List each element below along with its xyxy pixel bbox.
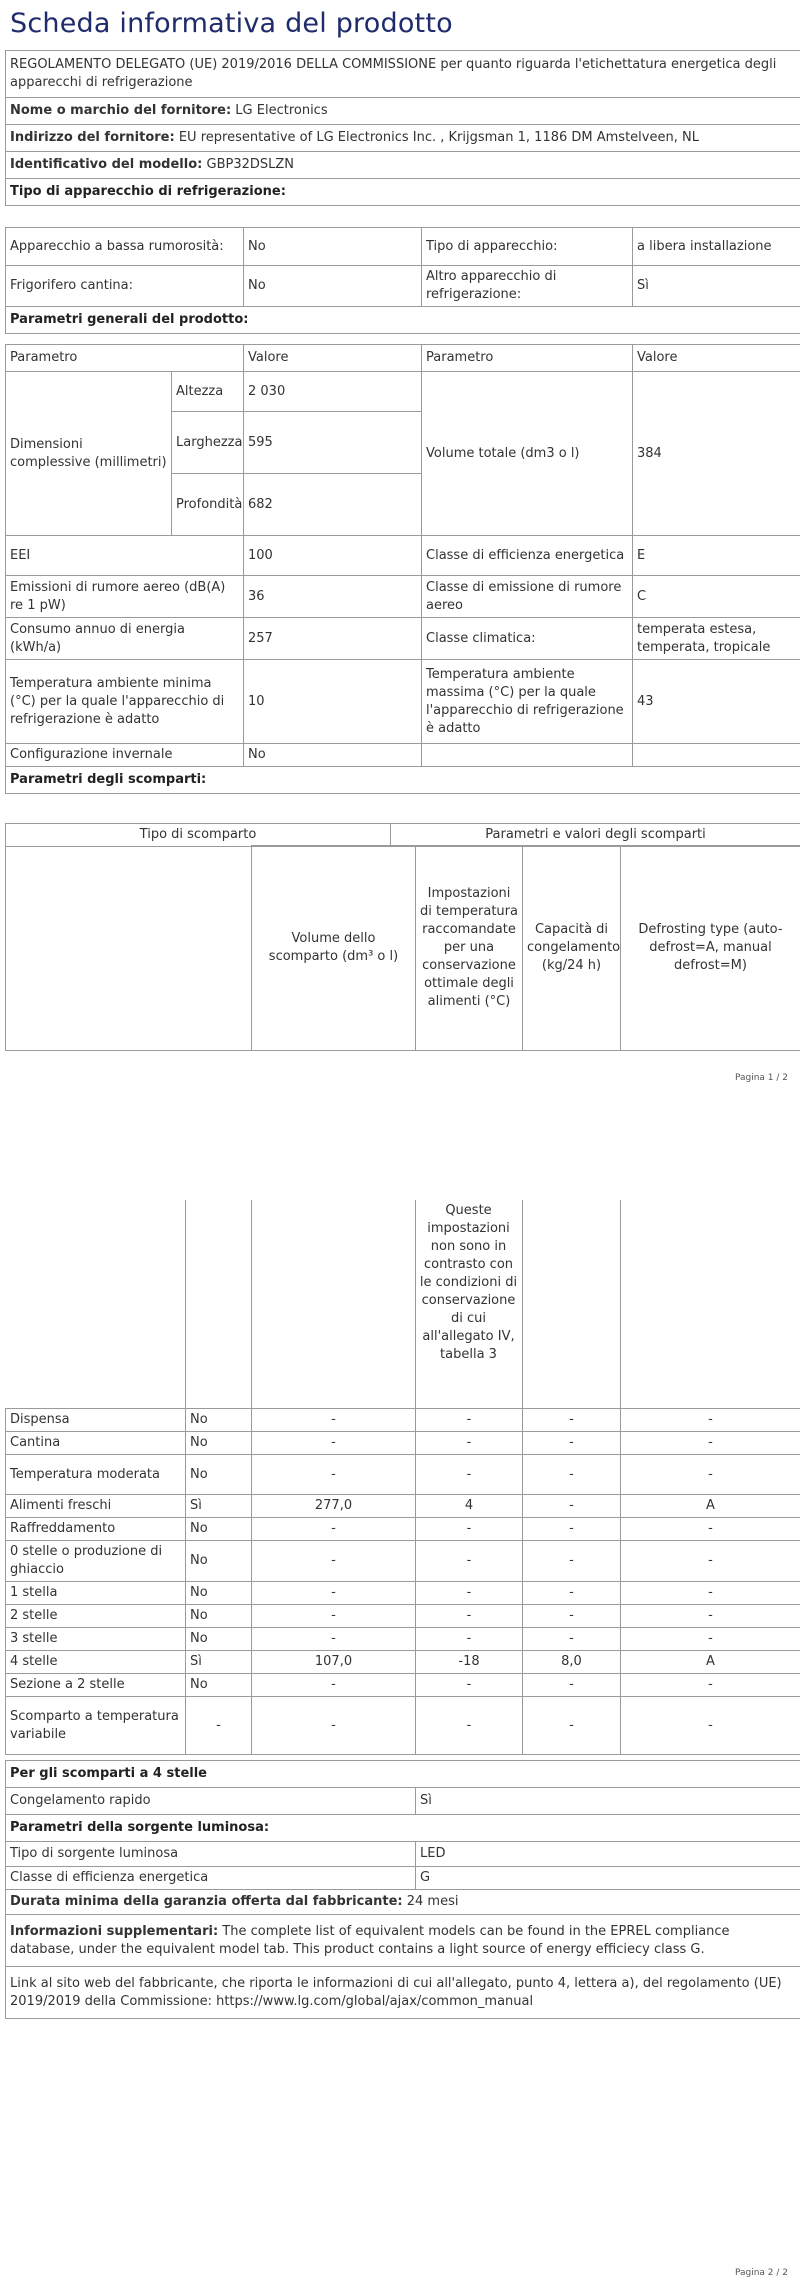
table-row bbox=[6, 1432, 800, 1455]
type-cell-empty bbox=[6, 846, 252, 1051]
table-row bbox=[6, 1409, 800, 1432]
table-row bbox=[6, 1605, 800, 1628]
compartment-freeze: - bbox=[523, 1582, 621, 1605]
compartment-name: Cantina bbox=[6, 1432, 186, 1455]
compartment-defrost: - bbox=[621, 1605, 800, 1628]
winter-value: No bbox=[244, 744, 422, 767]
compartment-temp: - bbox=[416, 1628, 523, 1651]
col-freeze: Capacità di congelamento (kg/24 h) bbox=[523, 846, 621, 1051]
noise-class-label: Classe di emissione di rumore aereo bbox=[422, 576, 633, 618]
params-heading: Parametri e valori degli scomparti bbox=[391, 824, 800, 847]
compartment-freeze: - bbox=[523, 1628, 621, 1651]
compartment-volume: - bbox=[252, 1605, 416, 1628]
noise-label: Emissioni di rumore aereo (dB(A) re 1 pW) bbox=[6, 576, 244, 618]
compartment-temp: - bbox=[416, 1674, 523, 1697]
model-row bbox=[6, 152, 800, 179]
min-temp-label: Temperatura ambiente minima (°C) per la quale l'apparecchio di refrigerazione è adatto bbox=[6, 660, 244, 744]
page-number-2: Pagina 2 / 2 bbox=[734, 2268, 788, 2278]
other-value: Sì bbox=[633, 266, 800, 307]
compartment-present: No bbox=[186, 1628, 252, 1651]
compartment-present: No bbox=[186, 1541, 252, 1582]
col-value-2: Valore bbox=[633, 345, 800, 372]
max-temp-label: Temperatura ambiente massima (°C) per la quale l'apparecchio di refrigerazione è adatto bbox=[422, 660, 633, 744]
four-star-heading: Per gli scomparti a 4 stelle bbox=[6, 1761, 800, 1788]
compartment-defrost: - bbox=[621, 1455, 800, 1495]
eei-value: 100 bbox=[244, 536, 422, 576]
compartment-present: No bbox=[186, 1409, 252, 1432]
general-heading: Parametri generali del prodotto: bbox=[6, 307, 800, 334]
compartment-defrost: A bbox=[621, 1495, 800, 1518]
note-empty-3 bbox=[251, 1200, 415, 1408]
compartment-present: - bbox=[186, 1697, 252, 1755]
compartment-present: Sì bbox=[186, 1495, 252, 1518]
col-value: Valore bbox=[244, 345, 422, 372]
type-label: Tipo di apparecchio: bbox=[422, 228, 633, 266]
max-temp-value: 43 bbox=[633, 660, 800, 744]
compartment-temp: - bbox=[416, 1432, 523, 1455]
compartment-name: Scomparto a temperatura variabile bbox=[6, 1697, 186, 1755]
col-param: Parametro bbox=[6, 345, 244, 372]
compartment-temp: - bbox=[416, 1605, 523, 1628]
compartment-temp: 4 bbox=[416, 1495, 523, 1518]
compartment-volume: - bbox=[252, 1518, 416, 1541]
table-row bbox=[6, 1697, 800, 1755]
compartment-temp: - bbox=[416, 1697, 523, 1755]
compartment-freeze: 8,0 bbox=[523, 1651, 621, 1674]
model-label: Identificativo del modello: bbox=[10, 157, 203, 172]
fast-freeze-label: Congelamento rapido bbox=[6, 1788, 416, 1815]
winter-label: Configurazione invernale bbox=[6, 744, 244, 767]
compartment-name: 1 stella bbox=[6, 1582, 186, 1605]
warranty-row bbox=[6, 1890, 800, 1915]
eff-class-value: E bbox=[633, 536, 800, 576]
compartment-volume: - bbox=[252, 1582, 416, 1605]
compartment-freeze: - bbox=[523, 1409, 621, 1432]
wine-value: No bbox=[244, 266, 422, 307]
compartment-present: No bbox=[186, 1518, 252, 1541]
energy-value: 257 bbox=[244, 618, 422, 660]
col-temp-note: Queste impostazioni non sono in contrasto con le condizioni di conservazione di cui all'allegato IV, tabella 3 bbox=[415, 1200, 522, 1408]
compartment-present: No bbox=[186, 1674, 252, 1697]
appliance-type-heading: Tipo di apparecchio di refrigerazione: bbox=[6, 179, 800, 206]
additional-row bbox=[6, 1915, 800, 1967]
regulation-text: REGOLAMENTO DELEGATO (UE) 2019/2016 DELLA COMMISSIONE per quanto riguarda l'etichettatura energetica degli apparecchi di refrigerazione bbox=[6, 51, 800, 98]
type-value: a libera installazione bbox=[633, 228, 800, 266]
note-empty-5 bbox=[620, 1200, 800, 1408]
compartment-temp: - bbox=[416, 1541, 523, 1582]
table-row bbox=[6, 1518, 800, 1541]
compartment-temp: - bbox=[416, 1409, 523, 1432]
compartment-name: Raffreddamento bbox=[6, 1518, 186, 1541]
compartment-defrost: A bbox=[621, 1651, 800, 1674]
table-row bbox=[6, 1541, 800, 1582]
wine-label: Frigorifero cantina: bbox=[6, 266, 244, 307]
compartment-freeze: - bbox=[523, 1518, 621, 1541]
compartment-temp: - bbox=[416, 1455, 523, 1495]
warranty-label: Durata minima della garanzia offerta dal fabbricante: bbox=[10, 1894, 403, 1909]
compartment-name: Alimenti freschi bbox=[6, 1495, 186, 1518]
compartments-header-table bbox=[5, 823, 800, 847]
compartments-heading: Parametri degli scomparti: bbox=[6, 767, 800, 794]
compartment-defrost: - bbox=[621, 1541, 800, 1582]
additional-text: The complete list of equivalent models can be found in the EPREL compliance database, under the equivalent model tab. This product contains a light source of energy efficiecy class G. bbox=[10, 1923, 730, 1957]
appliance-type-table bbox=[5, 227, 800, 334]
supplier-name-value: LG Electronics bbox=[235, 103, 328, 118]
note-empty-1 bbox=[5, 1200, 185, 1408]
note-empty-4 bbox=[522, 1200, 620, 1408]
noise-value: 36 bbox=[244, 576, 422, 618]
compartment-volume: - bbox=[252, 1541, 416, 1582]
compartment-temp: - bbox=[416, 1582, 523, 1605]
supplier-name-label: Nome o marchio del fornitore: bbox=[10, 103, 232, 118]
compartment-volume: - bbox=[252, 1697, 416, 1755]
compartment-name: 2 stelle bbox=[6, 1605, 186, 1628]
height-value: 2 030 bbox=[244, 372, 422, 412]
compartment-present: No bbox=[186, 1455, 252, 1495]
volume-value: 384 bbox=[633, 372, 800, 536]
compartment-present: No bbox=[186, 1582, 252, 1605]
winter-empty bbox=[422, 744, 633, 767]
eei-label: EEI bbox=[6, 536, 244, 576]
climate-value: temperata estesa, temperata, tropicale bbox=[633, 618, 800, 660]
compartment-name: 3 stelle bbox=[6, 1628, 186, 1651]
note-empty-2 bbox=[185, 1200, 251, 1408]
supplier-table bbox=[5, 50, 800, 206]
compartment-defrost: - bbox=[621, 1582, 800, 1605]
compartment-name: Temperatura moderata bbox=[6, 1455, 186, 1495]
footer-table bbox=[5, 1760, 800, 2019]
compartment-defrost: - bbox=[621, 1697, 800, 1755]
col-defrost: Defrosting type (auto-defrost=A, manual defrost=M) bbox=[621, 846, 800, 1051]
min-temp-value: 10 bbox=[244, 660, 422, 744]
compartment-volume: 277,0 bbox=[252, 1495, 416, 1518]
table-row bbox=[6, 1628, 800, 1651]
col-type: Tipo di scomparto bbox=[6, 824, 391, 847]
fast-freeze-value: Sì bbox=[416, 1788, 800, 1815]
eff-class-label: Classe di efficienza energetica bbox=[422, 536, 633, 576]
compartment-freeze: - bbox=[523, 1541, 621, 1582]
compartment-volume: - bbox=[252, 1409, 416, 1432]
light-type-value: LED bbox=[416, 1842, 800, 1867]
width-value: 595 bbox=[244, 412, 422, 474]
compartment-freeze: - bbox=[523, 1432, 621, 1455]
compartment-present: No bbox=[186, 1432, 252, 1455]
table-row bbox=[6, 1674, 800, 1697]
low-noise-label: Apparecchio a bassa rumorosità: bbox=[6, 228, 244, 266]
compartment-present: No bbox=[186, 1605, 252, 1628]
volume-label: Volume totale (dm3 o l) bbox=[422, 372, 633, 536]
compartment-freeze: - bbox=[523, 1495, 621, 1518]
compartments-header-table-2 bbox=[5, 845, 800, 1051]
warranty-value: 24 mesi bbox=[406, 1894, 459, 1909]
light-class-label: Classe di efficienza energetica bbox=[6, 1867, 416, 1890]
depth-value: 682 bbox=[244, 474, 422, 536]
compartment-defrost: - bbox=[621, 1674, 800, 1697]
link-row: Link al sito web del fabbricante, che riporta le informazioni di cui all'allegato, punto 4, lettera a), del regolamento (UE) 2019/2019 della Commissione: https://www.lg.com/global/ajax/common_manual bbox=[6, 1967, 800, 2019]
noise-class-value: C bbox=[633, 576, 800, 618]
other-label: Altro apparecchio di refrigerazione: bbox=[422, 266, 633, 307]
page-number-1: Pagina 1 / 2 bbox=[734, 1073, 788, 1083]
dimensions-label: Dimensioni complessive (millimetri) bbox=[6, 372, 172, 536]
supplier-address-label: Indirizzo del fornitore: bbox=[10, 130, 175, 145]
page-title: Scheda informativa del prodotto bbox=[10, 8, 453, 39]
col-temp: Impostazioni di temperatura raccomandate per una conservazione ottimale degli alimenti (°C) bbox=[416, 846, 523, 1051]
compartment-defrost: - bbox=[621, 1409, 800, 1432]
compartment-present: Sì bbox=[186, 1651, 252, 1674]
width-label: Larghezza bbox=[172, 412, 244, 474]
additional-label: Informazioni supplementari: bbox=[10, 1923, 219, 1939]
light-type-label: Tipo di sorgente luminosa bbox=[6, 1842, 416, 1867]
compartment-volume: - bbox=[252, 1432, 416, 1455]
compartments-note-table bbox=[5, 1200, 800, 1409]
compartment-name: Sezione a 2 stelle bbox=[6, 1674, 186, 1697]
supplier-name-row bbox=[6, 98, 800, 125]
climate-label: Classe climatica: bbox=[422, 618, 633, 660]
table-row bbox=[6, 1582, 800, 1605]
model-value: GBP32DSLZN bbox=[206, 157, 295, 172]
table-row bbox=[6, 1495, 800, 1518]
compartment-freeze: - bbox=[523, 1697, 621, 1755]
col-volume: Volume dello scomparto (dm³ o l) bbox=[252, 846, 416, 1051]
compartment-volume: - bbox=[252, 1674, 416, 1697]
light-class-value: G bbox=[416, 1867, 800, 1890]
winter-empty-2 bbox=[633, 744, 800, 767]
energy-label: Consumo annuo di energia (kWh/a) bbox=[6, 618, 244, 660]
depth-label: Profondità bbox=[172, 474, 244, 536]
compartment-name: 0 stelle o produzione di ghiaccio bbox=[6, 1541, 186, 1582]
compartment-freeze: - bbox=[523, 1674, 621, 1697]
compartments-table bbox=[5, 1408, 800, 1755]
col-param-2: Parametro bbox=[422, 345, 633, 372]
compartment-volume: - bbox=[252, 1455, 416, 1495]
supplier-address-row bbox=[6, 125, 800, 152]
compartment-defrost: - bbox=[621, 1628, 800, 1651]
compartment-temp: - bbox=[416, 1518, 523, 1541]
compartment-freeze: - bbox=[523, 1455, 621, 1495]
supplier-address-value: EU representative of LG Electronics Inc. , Krijgsman 1, 1186 DM Amstelveen, NL bbox=[178, 130, 699, 145]
compartment-volume: - bbox=[252, 1628, 416, 1651]
low-noise-value: No bbox=[244, 228, 422, 266]
table-row bbox=[6, 1651, 800, 1674]
compartment-defrost: - bbox=[621, 1518, 800, 1541]
height-label: Altezza bbox=[172, 372, 244, 412]
compartment-name: 4 stelle bbox=[6, 1651, 186, 1674]
compartment-defrost: - bbox=[621, 1432, 800, 1455]
table-row bbox=[6, 1455, 800, 1495]
compartment-name: Dispensa bbox=[6, 1409, 186, 1432]
compartment-volume: 107,0 bbox=[252, 1651, 416, 1674]
compartment-temp: -18 bbox=[416, 1651, 523, 1674]
general-params-table bbox=[5, 344, 800, 794]
light-heading: Parametri della sorgente luminosa: bbox=[6, 1815, 800, 1842]
compartment-freeze: - bbox=[523, 1605, 621, 1628]
